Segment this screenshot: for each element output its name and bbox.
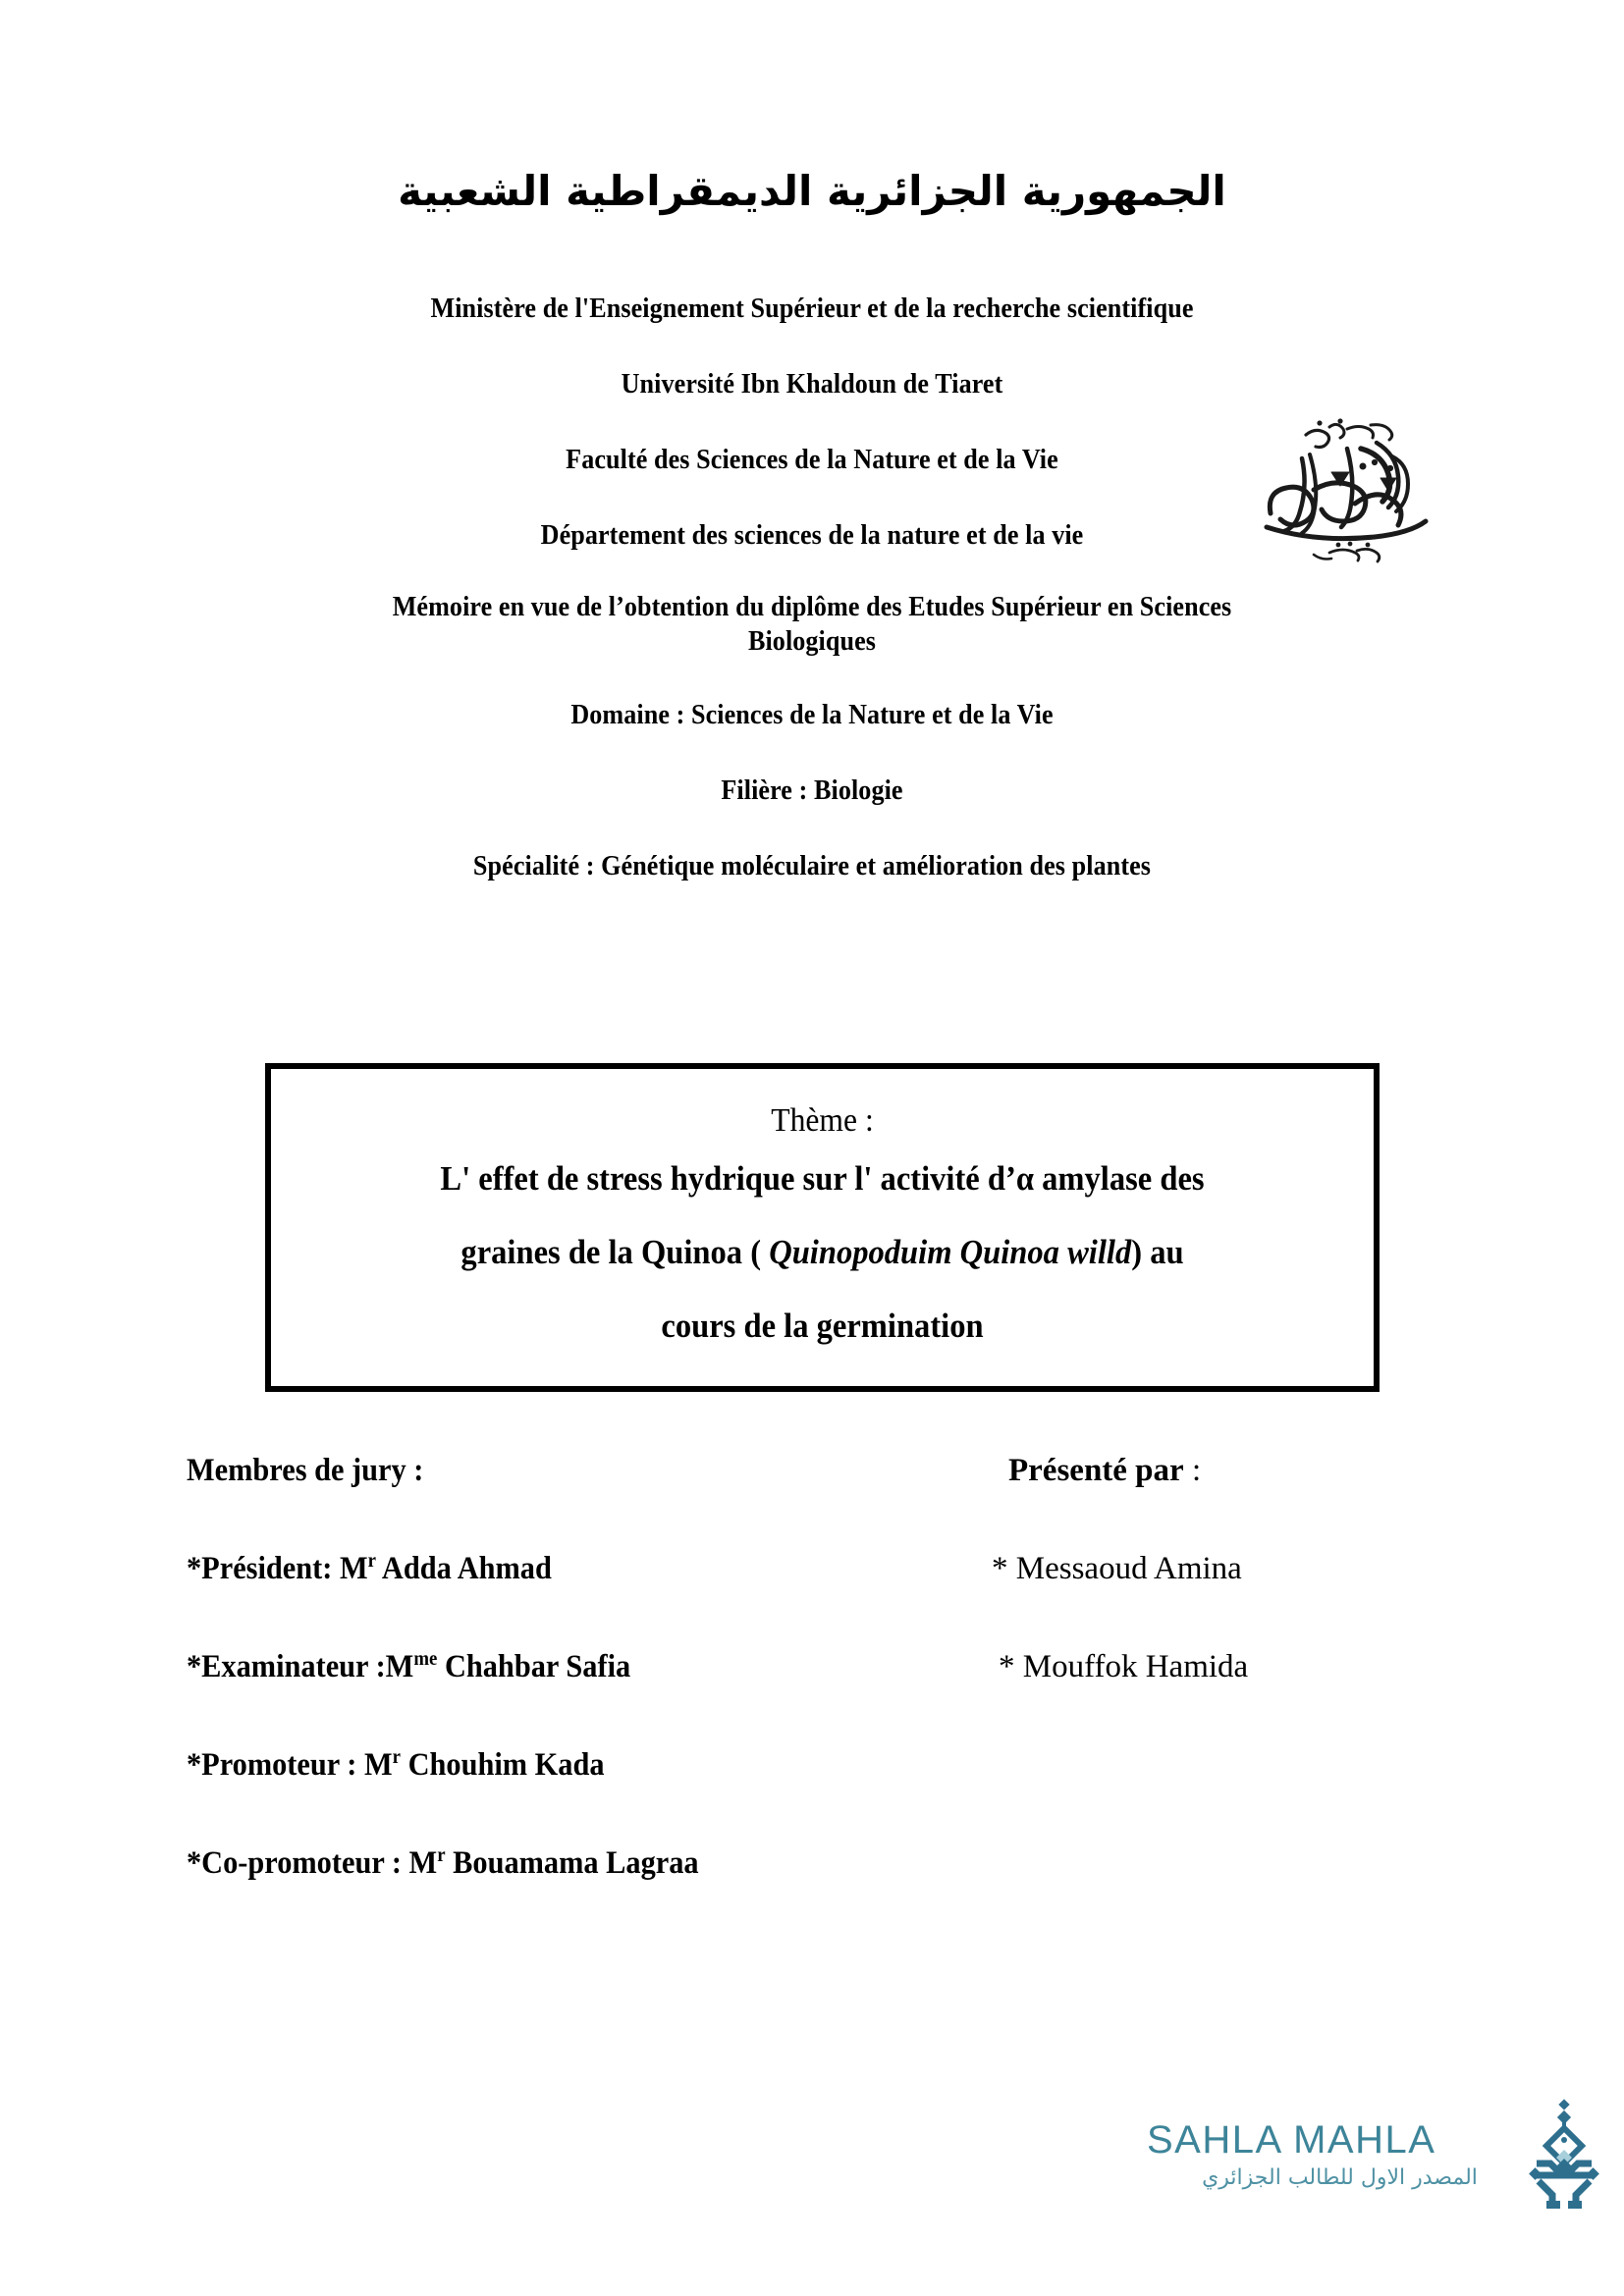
authors-heading [1008,1453,1478,1489]
watermark-arabic-text: المصدر الاول للطالب الجزائري [1202,2165,1478,2190]
university-logo [1245,398,1441,584]
jury-promoteur-name: Chouhim Kada [400,1747,605,1783]
header-faculty: Faculté des Sciences de la Nature et de la Vie [566,444,1058,475]
institution-header [0,294,1624,881]
header-filiere: Filière : Biologie [721,774,903,806]
jury-co-promoteur-name: Bouamama Lagraa [445,1845,699,1881]
authors-column [967,1453,1478,1747]
authors-heading-colon: : [1183,1453,1202,1488]
jury-president-sup: r [367,1550,376,1572]
jury-member-co-promoteur [187,1845,909,1882]
jury-examinateur-name: Chahbar Safia [437,1649,631,1684]
jury-member-examinateur [187,1649,909,1685]
theme-label: Thème : [771,1102,874,1139]
theme-line2-prefix: graines de la Quinoa ( [460,1233,770,1271]
jury-heading: Membres de jury : [187,1453,424,1488]
sahla-mahla-diamond-icon [1525,2099,1603,2216]
theme-title-line2 [309,1235,1334,1269]
header-ministry: Ministère de l'Enseignement Supérieur et de la recherche scientifique [430,293,1194,324]
jury-examinateur-role: *Examinateur :M [187,1649,414,1684]
watermark-text [1147,2120,1540,2190]
arabic-state-title: الجمهورية الجزائرية الديمقراطية الشعبية [398,167,1226,215]
jury-co-promoteur-sup: r [437,1844,446,1866]
watermark-latin-text: SAHLA MAHLA [1147,2118,1436,2162]
jury-president-role: *Président: M [187,1551,368,1586]
jury-examinateur-sup: me [413,1648,438,1670]
theme-title-line3: cours de la germination [661,1307,984,1345]
jury-promoteur-sup: r [392,1746,401,1768]
header-degree-line1: Mémoire en vue de l’obtention du diplôme des Etudes Supérieur en Sciences [392,591,1232,622]
sahla-mahla-watermark [1147,2110,1608,2238]
header-domain: Domaine : Sciences de la Nature et de la Vie [570,699,1054,730]
jury-promoteur-role: *Promoteur : M [187,1747,393,1783]
theme-title [309,1161,1334,1343]
theme-species-name: Quinopoduim Quinoa willd [769,1233,1132,1271]
theme-line2-suffix: ) au [1131,1233,1184,1271]
theme-box [265,1063,1380,1392]
header-department: Département des sciences de la nature et de la vie [540,519,1084,551]
theme-title-line1: L' effet de stress hydrique sur l' activité d’α amylase des [440,1159,1205,1198]
author-name-1: * Messaoud Amina [992,1551,1242,1586]
jury-member-promoteur [187,1747,909,1784]
header-university: Université Ibn Khaldoun de Tiaret [621,368,1003,400]
header-specialite: Spécialité : Génétique moléculaire et amélioration des plantes [472,850,1152,881]
jury-president-name: Adda Ahmad [375,1551,552,1586]
authors-heading-label: Présenté par [1008,1453,1184,1488]
jury-members-column [187,1453,972,1882]
jury-co-promoteur-role: *Co-promoteur : M [187,1845,438,1881]
jury-member-president [187,1551,909,1587]
header-degree-line2: Biologiques [747,625,877,657]
author-name-2: * Mouffok Hamida [999,1649,1249,1684]
